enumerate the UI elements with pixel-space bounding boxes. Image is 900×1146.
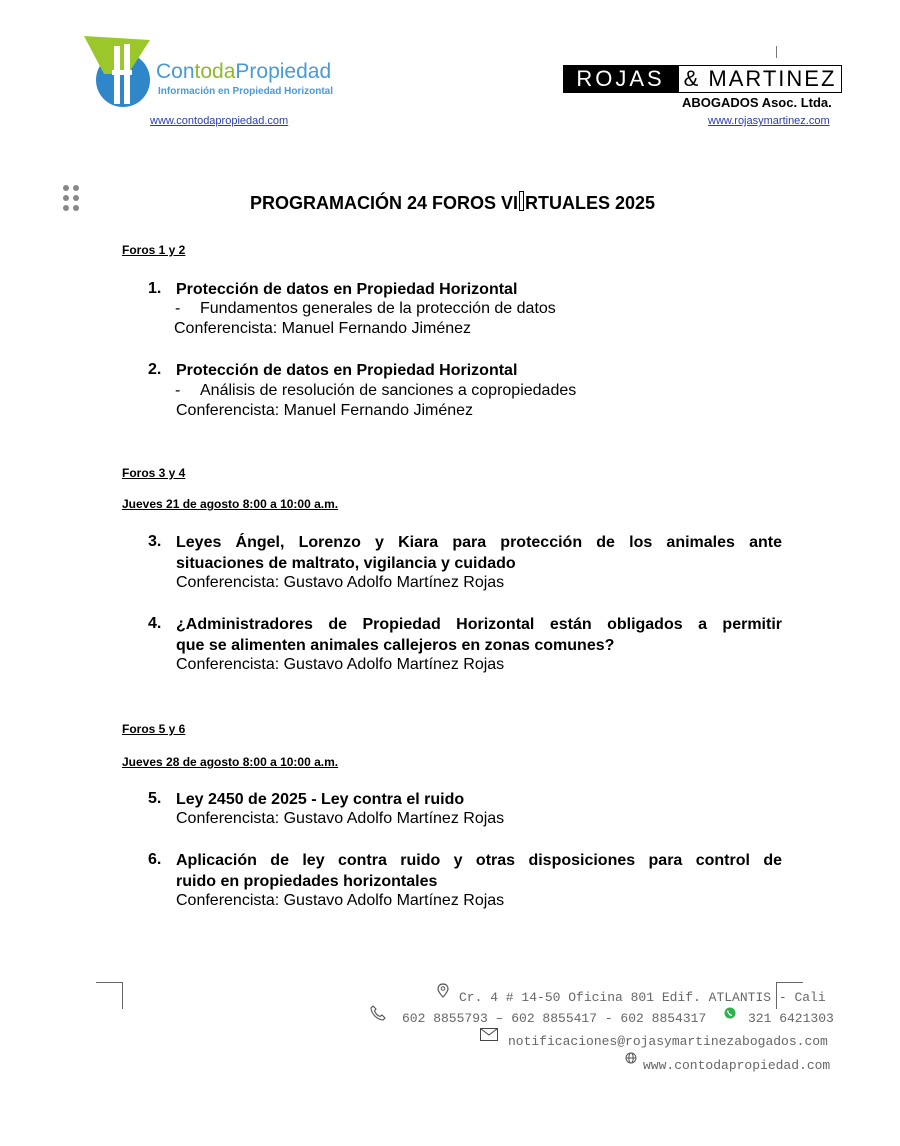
- bullet-dash: -: [175, 382, 181, 399]
- footer-phones: 602 8855793 – 602 8855417 - 602 8854317: [402, 1011, 707, 1026]
- item-title-line: ruido en propiedades horizontales: [176, 873, 438, 890]
- whatsapp-icon: [724, 1007, 736, 1019]
- footer-website[interactable]: www.contodapropiedad.com: [643, 1058, 831, 1073]
- footer-mobile: 321 6421303: [748, 1011, 834, 1026]
- rojas-logo-text: ROJAS: [563, 65, 678, 93]
- item-title-line: Aplicación de ley contra ruido y otras disposiciones para control de: [176, 852, 782, 869]
- item-title: [176, 532, 782, 574]
- margin-mark: [776, 46, 777, 58]
- section-heading: Foros 1 y 2: [122, 243, 186, 257]
- item-title: Protección de datos en Propiedad Horizontal: [176, 281, 518, 298]
- rojas-martinez-subtitle: ABOGADOS Asoc. Ltda.: [682, 95, 832, 110]
- section-date: Jueves 21 de agosto 8:00 a 10:00 a.m.: [122, 497, 339, 511]
- item-speaker: Conferencista: Manuel Fernando Jiménez: [176, 402, 474, 419]
- rojas-martinez-url-link[interactable]: www.rojasymartinez.com: [708, 115, 830, 127]
- contodapropiedad-tagline: Información en Propiedad Horizontal: [158, 86, 334, 97]
- location-icon: [437, 983, 449, 999]
- mail-icon: [480, 1028, 498, 1041]
- item-title-line: que se alimenten animales callejeros en zonas comunes?: [176, 637, 615, 654]
- item-number: 6.: [148, 851, 162, 868]
- item-speaker: Conferencista: Gustavo Adolfo Martínez Rojas: [176, 810, 505, 827]
- phone-icon: [370, 1005, 386, 1021]
- section-heading: Foros 3 y 4: [122, 466, 186, 480]
- item-number: 2.: [148, 361, 162, 378]
- item-title-line: situaciones de maltrato, vigilancia y cuidado: [176, 555, 516, 572]
- footer-email[interactable]: notificaciones@rojasymartinezabogados.com: [508, 1034, 828, 1049]
- item-title-line: Leyes Ángel, Lorenzo y Kiara para protección de los animales ante: [176, 534, 782, 551]
- rojas-martinez-logo: [563, 65, 842, 93]
- globe-icon: [625, 1052, 637, 1064]
- item-title: Protección de datos en Propiedad Horizontal: [176, 362, 518, 379]
- text-cursor-icon: [519, 191, 524, 211]
- item-speaker: Conferencista: Manuel Fernando Jiménez: [174, 320, 472, 337]
- section-heading: Foros 5 y 6: [122, 722, 186, 736]
- contodapropiedad-url-link[interactable]: www.contodapropiedad.com: [150, 115, 289, 127]
- contodapropiedad-brand: ContodaPropiedad: [156, 60, 332, 83]
- section-date: Jueves 28 de agosto 8:00 a 10:00 a.m.: [122, 755, 339, 769]
- page-title: PROGRAMACIÓN 24 FOROS VI RTUALES 2025: [249, 193, 656, 213]
- martinez-logo-text: & MARTINEZ: [678, 65, 842, 93]
- footer-address: Cr. 4 # 14-50 Oficina 801 Edif. ATLANTIS - Cali: [459, 990, 826, 1005]
- item-title: [176, 614, 782, 656]
- item-title: [176, 850, 782, 892]
- item-speaker: Conferencista: Gustavo Adolfo Martínez Rojas: [176, 892, 505, 909]
- bullet-dash: -: [175, 300, 181, 317]
- item-number: 4.: [148, 615, 162, 632]
- item-number: 1.: [148, 280, 162, 297]
- item-bullet: Fundamentos generales de la protección de datos: [200, 300, 556, 317]
- item-title-line: ¿Administradores de Propiedad Horizontal están obligados a permitir: [176, 616, 782, 633]
- item-number: 5.: [148, 790, 162, 807]
- item-speaker: Conferencista: Gustavo Adolfo Martínez Rojas: [176, 574, 505, 591]
- margin-corner-mark: [96, 982, 123, 1009]
- item-title: Ley 2450 de 2025 - Ley contra el ruido: [176, 791, 465, 808]
- item-number: 3.: [148, 533, 162, 550]
- item-bullet: Análisis de resolución de sanciones a copropiedades: [200, 382, 577, 399]
- item-speaker: Conferencista: Gustavo Adolfo Martínez Rojas: [176, 656, 505, 673]
